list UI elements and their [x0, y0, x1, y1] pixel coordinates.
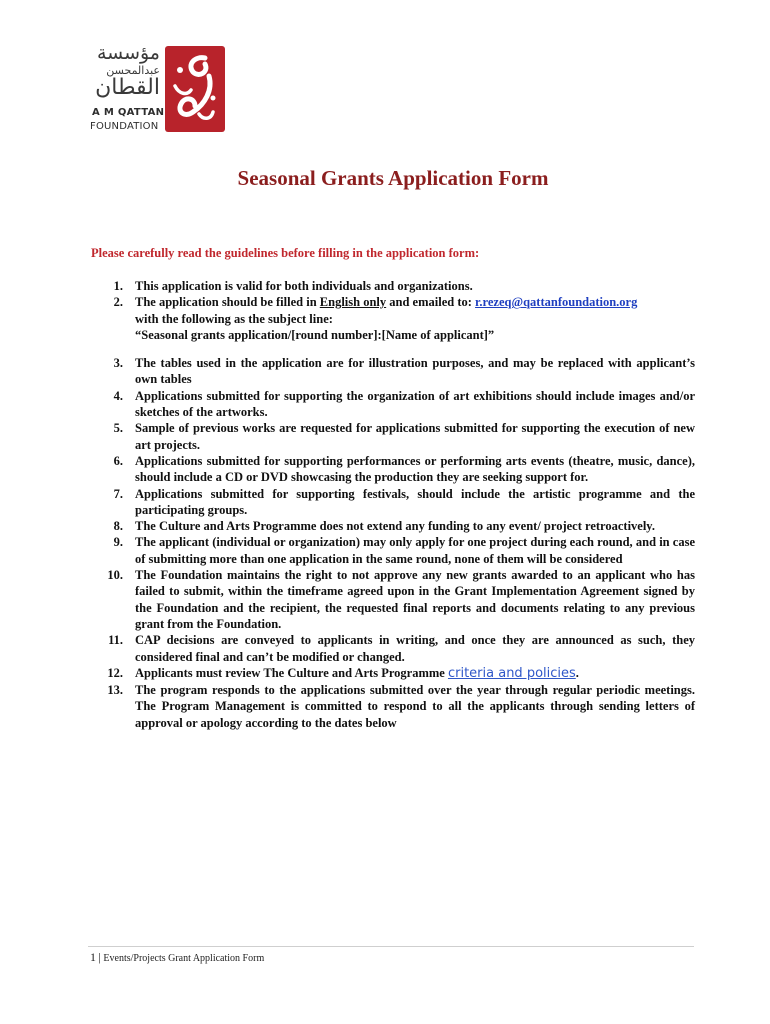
- item-text: CAP decisions are conveyed to applicants in writing, and once they are announced as such, they considered final and can’t be modified or changed.: [135, 633, 695, 664]
- item-number: 8.: [113, 519, 123, 534]
- list-item: [91, 420, 695, 453]
- logo-arabic-text: [88, 44, 160, 99]
- list-item: [91, 682, 695, 731]
- logo-english-line2: FOUNDATION: [90, 121, 159, 132]
- item-text: The program responds to the applications submitted over the year through regular periodic meetings. The Program Management is committed to respond to all the applicants through sending letters of approval or apology according to the dates below: [135, 683, 695, 730]
- item-text: and emailed to:: [386, 295, 476, 310]
- item-text: Applicants must review The Culture and Arts Programme: [135, 665, 448, 680]
- item-number: 12.: [107, 665, 123, 680]
- footer-divider: [88, 946, 694, 947]
- guidelines-list: [91, 278, 695, 731]
- logo-arabic-line2: عبدالمحسن: [106, 64, 160, 77]
- item-text: The Foundation maintains the right to not approve any new grants awarded to an applicant who has failed to submit, within the timeframe agreed upon in the Grant Implementation Agreement signed by the Foundation and the recipient, the requested final reports and documents relating to any previous grant from the Foundation.: [135, 568, 695, 631]
- logo-arabic-line3: القطان: [95, 75, 160, 100]
- item-text: This application is valid for both individuals and organizations.: [135, 279, 473, 293]
- criteria-policies-link[interactable]: criteria and policies: [447, 665, 576, 681]
- list-item: [91, 665, 695, 682]
- item-text: with the following as the subject line:: [135, 311, 333, 326]
- item-text: The application should be filled in: [135, 295, 320, 310]
- logo-arabic-line1: مؤسسة: [96, 42, 160, 64]
- item-text: The Culture and Arts Programme does not extend any funding to any event/ project retroactively.: [135, 519, 655, 534]
- list-item: [91, 486, 695, 519]
- item-number: 9.: [113, 535, 123, 550]
- item-text: Sample of previous works are requested for applications submitted for supporting the execution of new art projects.: [135, 421, 695, 452]
- page-title: Seasonal Grants Application Form: [237, 166, 549, 190]
- foundation-logo: [88, 44, 228, 136]
- item-number: 13.: [107, 683, 123, 698]
- item-number: 5.: [113, 421, 123, 436]
- list-item: [91, 534, 695, 567]
- item-number: 1.: [113, 279, 123, 293]
- footer-text: Events/Projects Grant Application Form: [103, 953, 265, 964]
- page-footer: [90, 950, 264, 965]
- intro-text: Please carefully read the guidelines before filling in the application form:: [91, 246, 480, 260]
- item-number: 2.: [113, 295, 123, 310]
- list-item: [91, 453, 695, 486]
- item-number: 6.: [113, 453, 123, 468]
- item-text: Applications submitted for supporting performances or performing arts events (theatre, music, dance), should include a CD or DVD showcasing the production they are seeking support for.: [135, 453, 695, 485]
- email-link[interactable]: r.rezeq@qattanfoundation.org: [475, 295, 638, 310]
- item-text: The applicant (individual or organization) may only apply for one project during each round, and in case of submitting more than one application in the same round, none of them will be considered: [135, 535, 695, 566]
- footer-separator: |: [98, 950, 101, 964]
- list-item: [91, 388, 695, 421]
- list-item: [91, 278, 695, 294]
- page-number: 1: [90, 950, 96, 964]
- english-only-text: English only: [319, 295, 387, 310]
- logo-english-line1: A M QATTAN: [92, 107, 165, 118]
- subject-line-text: “Seasonal grants application/[round number]:[Name of applicant]”: [135, 327, 495, 342]
- item-number: 3.: [113, 356, 123, 371]
- logo-calligraphy-icon: [165, 46, 225, 132]
- item-number: 4.: [113, 388, 123, 403]
- list-item: [91, 632, 695, 665]
- list-item: [91, 355, 695, 388]
- spacer: [91, 343, 695, 355]
- list-item: [91, 518, 695, 534]
- item-text: Applications submitted for supporting festivals, should include the artistic programme and the participating groups.: [135, 486, 695, 517]
- item-number: 11.: [108, 633, 123, 648]
- item-text: Applications submitted for supporting the organization of art exhibitions should include images and/or sketches of the artworks.: [135, 388, 695, 420]
- item-text: The tables used in the application are for illustration purposes, and may be replaced with applicant’s own tables: [135, 356, 695, 387]
- item-number: 10.: [107, 568, 123, 583]
- list-item: [91, 567, 695, 632]
- list-item: [91, 294, 695, 343]
- item-text: .: [575, 665, 579, 680]
- item-number: 7.: [113, 486, 123, 501]
